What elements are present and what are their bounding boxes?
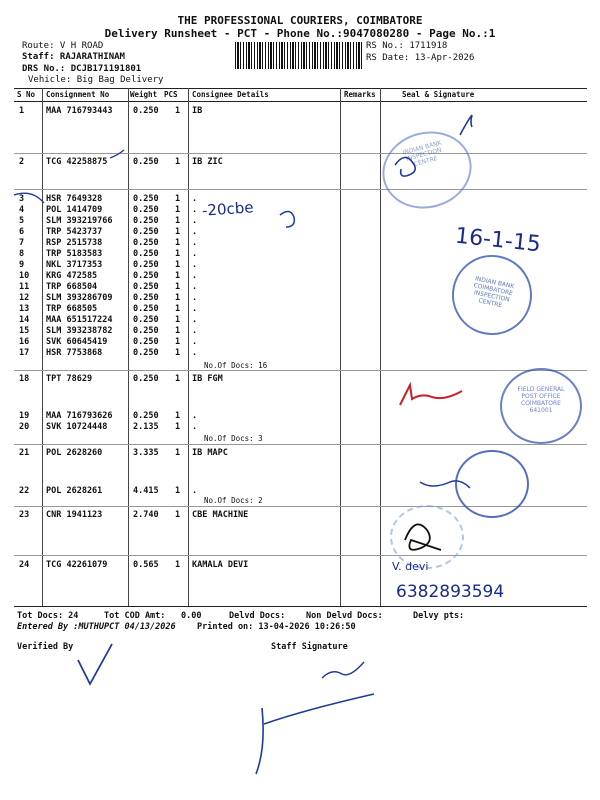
row-pcs: 1 [175,448,181,458]
col-weight-header: Weight [130,90,158,99]
drs-number: DRS No.: DCJB171191801 [22,64,142,74]
row-weight: 2.135 [133,422,159,432]
row-pcs: 1 [175,374,181,384]
row-consignment-no: HSR 7753868 [46,348,103,358]
row-consignee: . [192,486,198,496]
row-consignee: IB ZIC [192,157,223,167]
company-title: THE PROFESSIONAL COURIERS, COIMBATORE [177,14,423,27]
row-pcs: 1 [175,560,181,570]
row-consignment-no: TPT 78629 [46,374,93,384]
row-weight: 0.565 [133,560,159,570]
table-header-rule [14,101,587,102]
row-consignee: . [192,271,198,281]
row-sno: 4 [19,205,25,215]
row-weight: 0.250 [133,238,159,248]
row-consignment-no: POL 1414709 [46,205,103,215]
non-delivered-docs: Non Delvd Docs: [306,611,383,621]
total-cod-amount: 0.00 [181,611,202,621]
row-weight: 0.250 [133,374,159,384]
row-weight: 0.250 [133,249,159,259]
verified-by: Verified By [17,642,74,652]
row-consignee: IB MAPC [192,448,228,458]
row-consignment-no: SLM 393286709 [46,293,113,303]
row-separator [14,189,587,190]
row-pcs: 1 [175,205,181,215]
row-weight: 4.415 [133,486,159,496]
row-sno: 3 [19,194,25,204]
table-top-rule [14,88,587,89]
row-consignee: . [192,326,198,336]
row-consignee: CBE MACHINE [192,510,249,520]
row-consignee: . [192,348,198,358]
row-pcs: 1 [175,348,181,358]
row-sno: 12 [19,293,30,303]
row-weight: 0.250 [133,227,159,237]
row-sno: 9 [19,260,25,270]
column-divider [340,88,341,606]
delivery-points: Delvy pts: [413,611,465,621]
row-sno: 15 [19,326,30,336]
round-stamp [455,450,529,518]
row-pcs: 1 [175,271,181,281]
rs-number: RS No.: 1711918 [366,41,448,51]
row-sno: 22 [19,486,30,496]
row-weight: 0.250 [133,326,159,336]
row-weight: 2.740 [133,510,159,520]
row-pcs: 1 [175,227,181,237]
runsheet-title: Delivery Runsheet - PCT - Phone No.:9047080280 - Page No.:1 [104,27,496,40]
column-divider [188,88,189,606]
row-consignee: . [192,411,198,421]
row-weight: 0.250 [133,260,159,270]
row-consignee: . [192,315,198,325]
row-sno: 24 [19,560,30,570]
table-bottom-rule [14,606,587,607]
row-pcs: 1 [175,106,181,116]
row-pcs: 1 [175,260,181,270]
row-consignment-no: POL 2628260 [46,448,103,458]
row-sno: 8 [19,249,25,259]
total-cod-label: Tot COD Amt: [104,611,166,621]
row-consignment-no: SLM 393219766 [46,216,113,226]
row-consignment-no: TRP 5423737 [46,227,103,237]
row-consignee: . [192,216,198,226]
row-consignment-no: RSP 2515738 [46,238,103,248]
row-consignment-no: TRP 5183583 [46,249,103,259]
row-consignment-no: SVK 60645419 [46,337,108,347]
row-consignment-no: TCG 42258875 [46,157,108,167]
row-weight: 0.250 [133,337,159,347]
row-sno: 19 [19,411,30,421]
row-sno: 13 [19,304,30,314]
row-consignment-no: POL 2628261 [46,486,103,496]
row-pcs: 1 [175,238,181,248]
row-separator [14,370,587,371]
row-weight: 0.250 [133,293,159,303]
row-consignment-no: KRG 472585 [46,271,98,281]
handwritten-note: -20cbe [201,198,255,220]
row-consignee: . [192,238,198,248]
row-pcs: 1 [175,304,181,314]
col-consignee-header: Consignee Details [192,90,269,99]
row-sno: 10 [19,271,30,281]
row-sno: 18 [19,374,30,384]
row-consignee: . [192,282,198,292]
row-weight: 0.250 [133,106,159,116]
col-pcs-header: PCS [164,90,178,99]
row-consignment-no: TCG 42261079 [46,560,108,570]
entered-by: Entered By :MUTHUPCT 04/13/2026 [17,622,176,632]
column-divider [128,88,129,606]
row-sno: 14 [19,315,30,325]
handwritten-date: 16-1-15 [453,223,542,258]
row-consignment-no: SVK 10724448 [46,422,108,432]
row-pcs: 1 [175,315,181,325]
row-sno: 20 [19,422,30,432]
row-consignment-no: TRP 668505 [46,304,98,314]
printed-on: Printed on: 13-04-2026 10:26:50 [197,622,356,632]
row-consignee: IB FGM [192,374,223,384]
row-pcs: 1 [175,422,181,432]
row-pcs: 1 [175,411,181,421]
row-pcs: 1 [175,157,181,167]
row-weight: 0.250 [133,205,159,215]
col-remarks-header: Remarks [344,90,376,99]
row-sno: 6 [19,227,25,237]
row-weight: 0.250 [133,315,159,325]
row-weight: 0.250 [133,157,159,167]
row-consignee: . [192,337,198,347]
indian-bank-stamp: INDIAN BANK INSPECTION CENTRE [374,122,481,219]
row-separator [14,555,587,556]
handwritten-name: V. devi [392,560,429,573]
row-pcs: 1 [175,282,181,292]
row-weight: 3.335 [133,448,159,458]
row-sno: 1 [19,106,25,116]
row-sno: 2 [19,157,25,167]
row-consignment-no: MAA 716793626 [46,411,113,421]
row-consignment-no: HSR 7649328 [46,194,103,204]
row-consignee: . [192,293,198,303]
row-consignee: . [192,194,198,204]
group-docs-count: No.Of Docs: 2 [204,496,263,505]
group-docs-count: No.Of Docs: 3 [204,434,263,443]
row-sno: 21 [19,448,30,458]
column-divider [42,88,43,606]
col-sno-header: S No [17,90,36,99]
row-pcs: 1 [175,194,181,204]
rs-date: RS Date: 13-Apr-2026 [366,53,475,63]
row-sno: 7 [19,238,25,248]
row-separator [14,444,587,445]
row-pcs: 1 [175,293,181,303]
row-sno: 17 [19,348,30,358]
row-weight: 0.250 [133,282,159,292]
row-weight: 0.250 [133,411,159,421]
row-weight: 0.250 [133,194,159,204]
indian-bank-stamp: INDIAN BANK COIMBATORE INSPECTION CENTRE [445,248,540,343]
group-docs-count: No.Of Docs: 16 [204,361,268,370]
staff-label: Staff: RAJARATHINAM [22,52,125,62]
row-weight: 0.250 [133,271,159,281]
row-consignment-no: MAA 716793443 [46,106,113,116]
row-consignment-no: MAA 651517224 [46,315,113,325]
row-consignee: IB [192,106,203,116]
row-consignee: . [192,422,198,432]
staff-signature-label: Staff Signature [271,642,348,652]
row-sno: 23 [19,510,30,520]
row-consignment-no: TRP 668504 [46,282,98,292]
row-pcs: 1 [175,486,181,496]
row-weight: 0.250 [133,348,159,358]
delivered-docs: Delvd Docs: [229,611,286,621]
row-pcs: 1 [175,216,181,226]
row-pcs: 1 [175,249,181,259]
post-office-stamp: FIELD GENERAL POST OFFICE COIMBATORE 641001 [500,368,582,444]
row-pcs: 1 [175,326,181,336]
row-sno: 5 [19,216,25,226]
row-pcs: 1 [175,510,181,520]
row-sno: 11 [19,282,30,292]
total-docs: Tot Docs: 24 [17,611,79,621]
row-consignee: . [192,260,198,270]
col-seal-header: Seal & Signature [402,90,475,99]
row-separator [14,153,587,154]
handwritten-phone: 6382893594 [396,582,505,602]
row-consignment-no: CNR 1941123 [46,510,103,520]
column-divider [380,88,381,606]
row-consignment-no: SLM 393238782 [46,326,113,336]
row-consignment-no: NKL 3717353 [46,260,103,270]
row-weight: 0.250 [133,216,159,226]
row-consignee: . [192,304,198,314]
vehicle-label: Vehicle: Big Bag Delivery [28,75,164,85]
row-consignee: . [192,205,198,215]
row-weight: 0.250 [133,304,159,314]
barcode [235,42,363,69]
row-consignee: KAMALA DEVI [192,560,249,570]
row-consignee: . [192,227,198,237]
row-sno: 16 [19,337,30,347]
row-pcs: 1 [175,337,181,347]
row-consignee: . [192,249,198,259]
col-consignment-header: Consignment No [46,90,110,99]
route-label: Route: V H ROAD [22,41,104,51]
